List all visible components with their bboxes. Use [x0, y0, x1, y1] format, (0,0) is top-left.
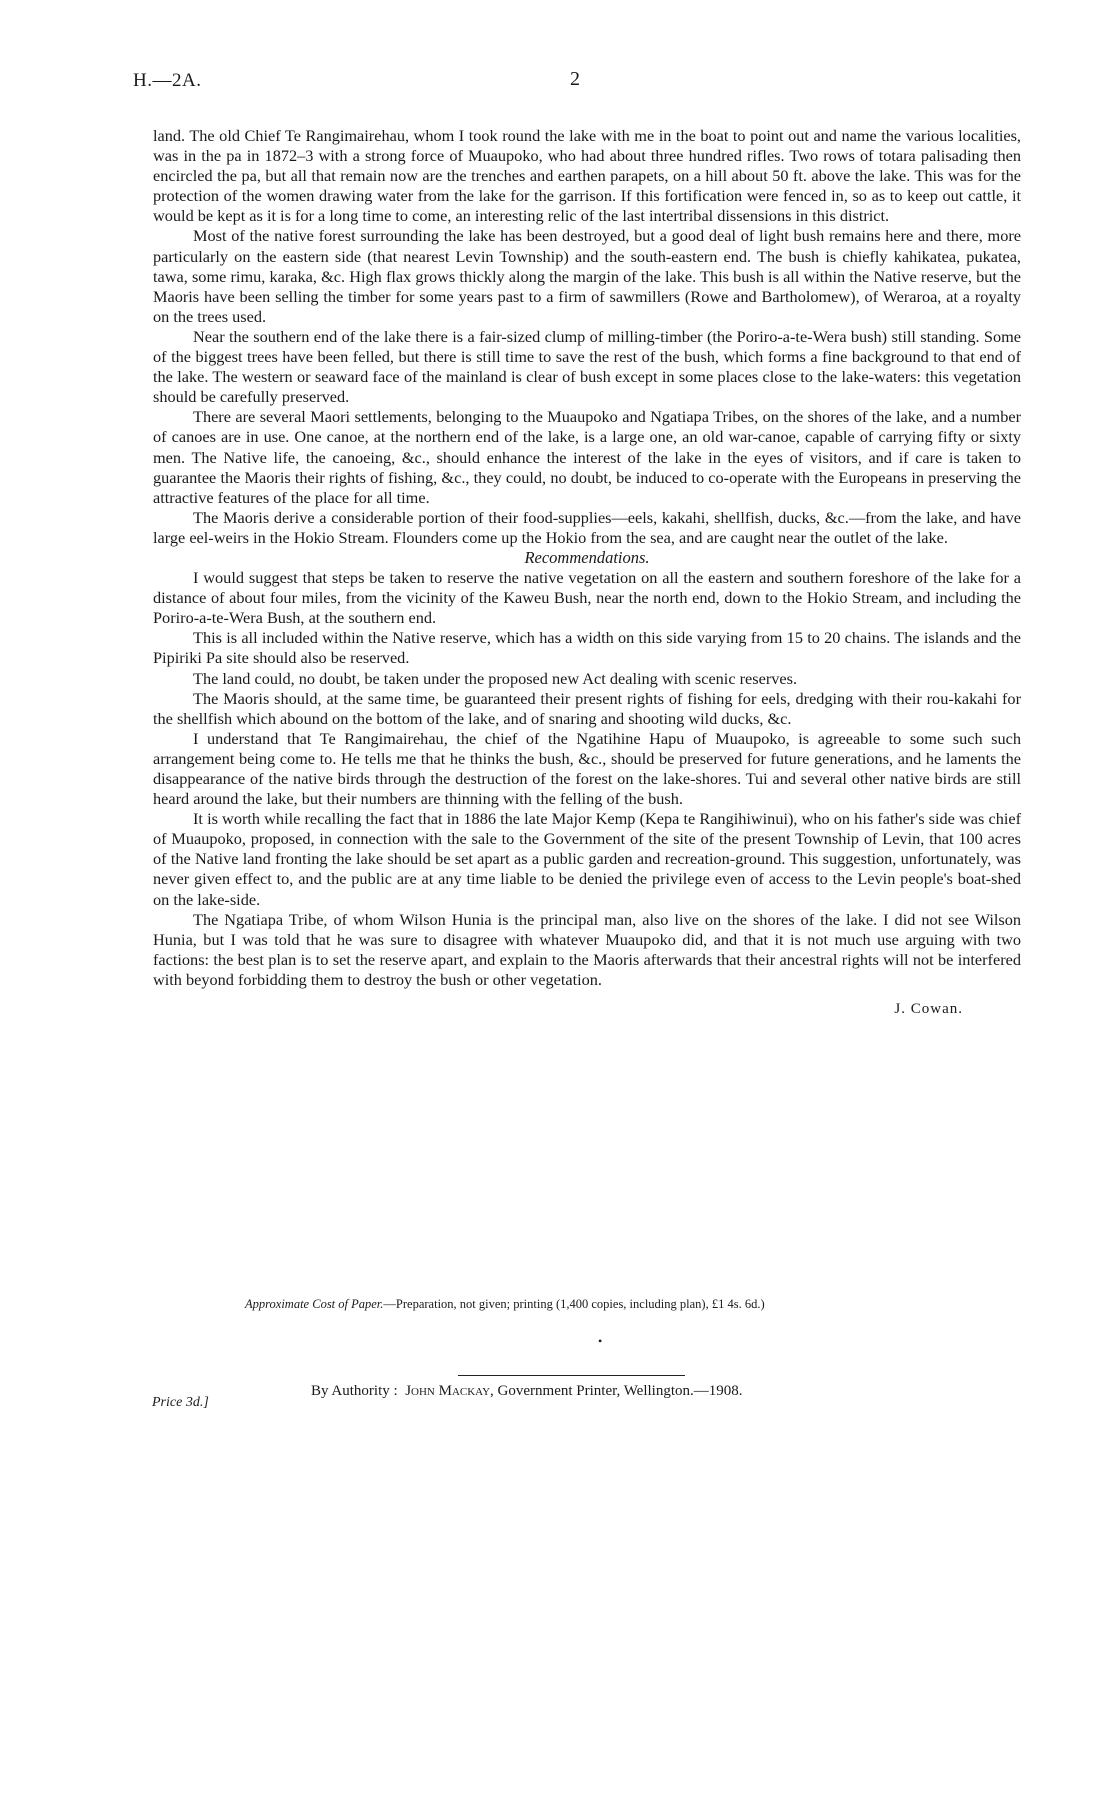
page-number: 2 — [570, 68, 580, 90]
paragraph: The Ngatiapa Tribe, of whom Wilson Hunia is the principal man, also live on the shores of the lake. I did not see Wilson Hunia, but I was told that he was sure to disagree with whatever Muaupoko did, and that it is not much use arguing with two factions: the best plan is to set the reserve apart, and explain to the Maoris afterwards that their ancestral rights will not be interfered with beyond forbidding them to destroy the bush or other vegetation. — [153, 909, 1021, 989]
paragraph: The Maoris should, at the same time, be guaranteed their present rights of fishing for eels, dredging with their rou-kakahi for the shellfish which abound on the bottom of the lake, and of snaring and shooting wild ducks, &c. — [153, 688, 1021, 728]
cost-note-label: Approximate Cost of Paper. — [245, 1297, 384, 1311]
section-heading: Recommendations. — [524, 547, 650, 567]
report-body — [153, 126, 1021, 1019]
paragraph: The land could, no doubt, be taken under the proposed new Act dealing with scenic reserves. — [193, 668, 798, 688]
paragraph: I would suggest that steps be taken to reserve the native vegetation on all the eastern and southern foreshore of the lake for a distance of about four miles, from the vicinity of the Kaweu Bush, near the north end, down to the Hokio Stream, and including the Poriro-a-te-Wera Bush, at the southern end. — [153, 568, 1021, 628]
paragraph: Near the southern end of the lake there is a fair-sized clump of milling-timber (the Poriro-a-te-Wera bush) still standing. Some of the biggest trees have been felled, but there is still time to save the rest of the bush, which forms a fine background to that end of the lake. The western or seaward face of the mainland is clear of bush except in some places close to the lake-waters: this vegetation should be carefully preserved. — [153, 326, 1021, 407]
paragraph: I understand that Te Rangimairehau, the chief of the Ngatihine Hapu of Muaupoko, is agreeable to some such such arrangement being come to. He tells me that he thinks the bush, &c., should be preserved for future generations, and he laments the disappearance of the native birds through the destruction of the forest on the lake-shores. Tui and several other native birds are still heard around the lake, but their numbers are thinning with the felling of the bush. — [153, 728, 1021, 809]
paragraph: The Maoris derive a considerable portion of their food-supplies—eels, kakahi, shellfish, ducks, &c.—from the lake, and have large eel-weirs in the Hokio Stream. Flounders come up the Hokio from the sea, and are caught near the outlet of the lake. — [153, 507, 1021, 547]
printer-imprint — [311, 1383, 743, 1400]
paragraph: Most of the native forest surrounding the lake has been destroyed, but a good deal of light bush remains here and there, more particularly on the eastern side (that nearest Levin Township) and the south-eastern end. The bush is chiefly kahikatea, pukatea, tawa, some rimu, karaka, &c. High flax grows thickly along the margin of the lake. This bush is all within the Native reserve, but the Maoris have been selling the timber for some years past to a firm of sawmillers (Rowe and Bartholomew), of Weraroa, at a royalty on the trees used. — [153, 226, 1021, 326]
imprint-printer: John Mackay — [405, 1383, 491, 1399]
imprint-suffix: , Government Printer, Wellington.—1908. — [490, 1383, 743, 1399]
document-reference: H.—2A. — [133, 70, 202, 91]
ornament-dot: • — [598, 1334, 603, 1348]
price-label: Price 3d.] — [152, 1395, 209, 1410]
imprint-prefix: By Authority : — [311, 1383, 398, 1399]
cost-note-text: —Preparation, not given; printing (1,400 copies, including plan), £1 4s. 6d.) — [383, 1297, 765, 1311]
paragraph: It is worth while recalling the fact that in 1886 the late Major Kemp (Kepa te Rangihiwinui), who on his father's side was chief of Muaupoko, proposed, in connection with the sale to the Government of the site of the present Township of Levin, that 100 acres of the Native land fronting the lake should be set apart as a public garden and recreation-ground. This suggestion, unfortunately, was never given effect to, and the public are at any time liable to be denied the privilege even of access to the Levin people's boat-shed on the lake-side. — [153, 809, 1021, 909]
paragraph: There are several Maori settlements, belonging to the Muaupoko and Ngatiapa Tribes, on the shores of the lake, and a number of canoes are in use. One canoe, at the northern end of the lake, is a large one, an old war-canoe, capable of carrying fifty or sixty men. The Native life, the canoeing, &c., should enhance the interest of the lake in the eyes of visitors, and if care is taken to guarantee the Maoris their rights of fishing, &c., they could, no doubt, be induced to co-operate with the Europeans in preserving the attractive features of the place for all time. — [153, 407, 1021, 507]
cost-note — [245, 1297, 765, 1312]
paragraph: This is all included within the Native reserve, which has a width on this side varying from 15 to 20 chains. The islands and the Pipiriki Pa site should also be reserved. — [153, 628, 1021, 668]
imprint-rule — [458, 1375, 685, 1376]
paragraph: land. The old Chief Te Rangimairehau, whom I took round the lake with me in the boat to point out and name the various localities, was in the pa in 1872–3 with a strong force of Muaupoko, who had about three hundred rifles. Two rows of totara palisading then encircled the pa, but all that remain now are the trenches and earthen parapets, on a hill about 50 ft. above the lake. This was for the protection of the women drawing water from the lake for the garrison. If this fortification were fenced in, so as to keep out cattle, it would be kept as it is for a long time to come, an interesting relic of the last intertribal dissensions in this district. — [153, 126, 1021, 226]
signature: J. Cowan. — [894, 1001, 963, 1018]
